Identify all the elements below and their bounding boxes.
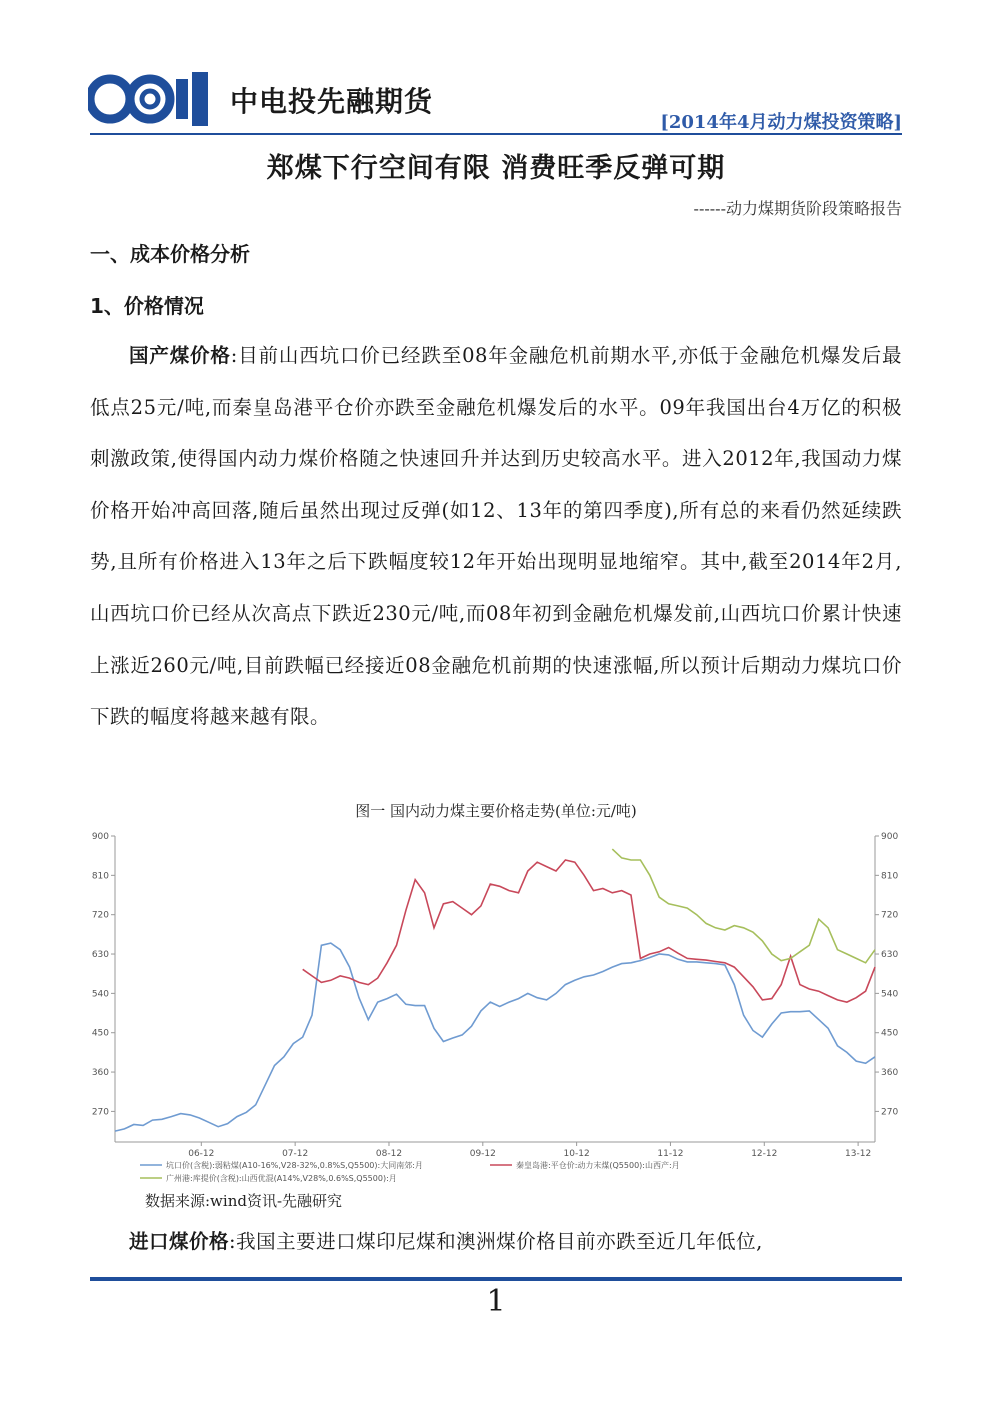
paragraph-lead: 进口煤价格 (129, 1230, 230, 1253)
y-tick-label: 720 (91, 910, 109, 921)
y-tick-label: 630 (881, 950, 899, 961)
y-tick-label: 270 (881, 1107, 899, 1118)
y-tick-label: 900 (881, 832, 899, 842)
section-heading: 一、成本价格分析 (90, 242, 250, 266)
x-tick-label: 07-12 (282, 1149, 309, 1159)
y-tick-label: 270 (91, 1107, 109, 1118)
legend-label: 秦皇岛港:平仓价:动力末煤(Q5500):山西产:月 (516, 1161, 680, 1170)
legend-label: 广州港:库提价(含税):山西优混(A14%,V28%,0.6%S,Q5500):月 (166, 1174, 397, 1183)
paragraph-lead: 国产煤价格 (129, 344, 231, 367)
y-tick-label: 540 (881, 989, 899, 1000)
y-tick-label: 360 (881, 1068, 899, 1079)
y-tick-label: 630 (91, 950, 109, 961)
series-line-1 (115, 943, 875, 1131)
x-tick-label: 06-12 (188, 1149, 215, 1159)
report-tag: [2014年4月动力煤投资策略] (660, 112, 902, 133)
x-tick-label: 08-12 (375, 1149, 403, 1159)
series-line-2 (303, 860, 875, 1002)
y-tick-label: 810 (91, 871, 109, 882)
x-tick-label: 10-12 (563, 1149, 590, 1159)
x-tick-label: 11-12 (657, 1149, 684, 1159)
domestic-coal-paragraph (90, 330, 902, 743)
footer-divider (90, 1277, 902, 1281)
page-number: 1 (486, 1284, 506, 1319)
legend-label: 坑口价(含税):弱粘煤(A10-16%,V28-32%,0.8%S,Q5500):大同南郊:月 (166, 1161, 423, 1170)
subsection-heading: 1、价格情况 (90, 294, 204, 318)
header-divider (90, 133, 902, 135)
document-subtitle: ------动力煤期货阶段策略报告 (693, 199, 902, 218)
y-tick-label: 450 (881, 1028, 899, 1039)
import-coal-paragraph (90, 1216, 902, 1268)
x-tick-label: 09-12 (469, 1149, 496, 1159)
x-tick-label: 12-12 (751, 1149, 778, 1159)
y-tick-label: 450 (91, 1028, 109, 1039)
y-tick-label: 540 (91, 989, 109, 1000)
price-trend-chart (90, 826, 902, 1190)
company-name: 中电投先融期货 (230, 85, 434, 118)
x-tick-label: 13-12 (845, 1149, 872, 1159)
y-tick-label: 360 (91, 1068, 109, 1079)
y-tick-label: 810 (881, 871, 899, 882)
paragraph-body: :目前山西坑口价已经跌至08年金融危机前期水平,亦低于金融危机爆发后最低点25元/吨,而秦皇岛港平仓价亦跌至金融危机爆发后的水平。09年我国出台4万亿的积极刺激政策,使得国内动力煤价格随之快速回升并达到历史较高水平。进入2012年,我国动力煤价格开始冲高回落,随后虽然出现过反弹(如12、13年的第四季度),所有总的来看仍然延续跌势,且所有价格进入13年之后下跌幅度较12年开始出现明显地缩窄。其中,截至2014年2月,山西坑口价已经从次高点下跌近230元/吨,而08年初到金融危机爆发前,山西坑口价累计快速上涨近260元/吨,目前跌幅已经接近08金融危机前期的快速涨幅,所以预计后期动力煤坑口价下跌的幅度将越来越有限。 (90, 344, 902, 729)
company-logo (88, 70, 216, 128)
y-tick-label: 900 (91, 832, 109, 842)
y-tick-label: 720 (881, 910, 899, 921)
data-source: 数据来源:wind资讯-先融研究 (145, 1192, 343, 1210)
figure-caption: 图一 国内动力煤主要价格走势(单位:元/吨) (355, 802, 637, 820)
document-title: 郑煤下行空间有限 消费旺季反弹可期 (266, 153, 726, 184)
series-line-3 (612, 849, 875, 963)
paragraph-body: :我国主要进口煤印尼煤和澳洲煤价格目前亦跌至近几年低位, (229, 1230, 763, 1253)
